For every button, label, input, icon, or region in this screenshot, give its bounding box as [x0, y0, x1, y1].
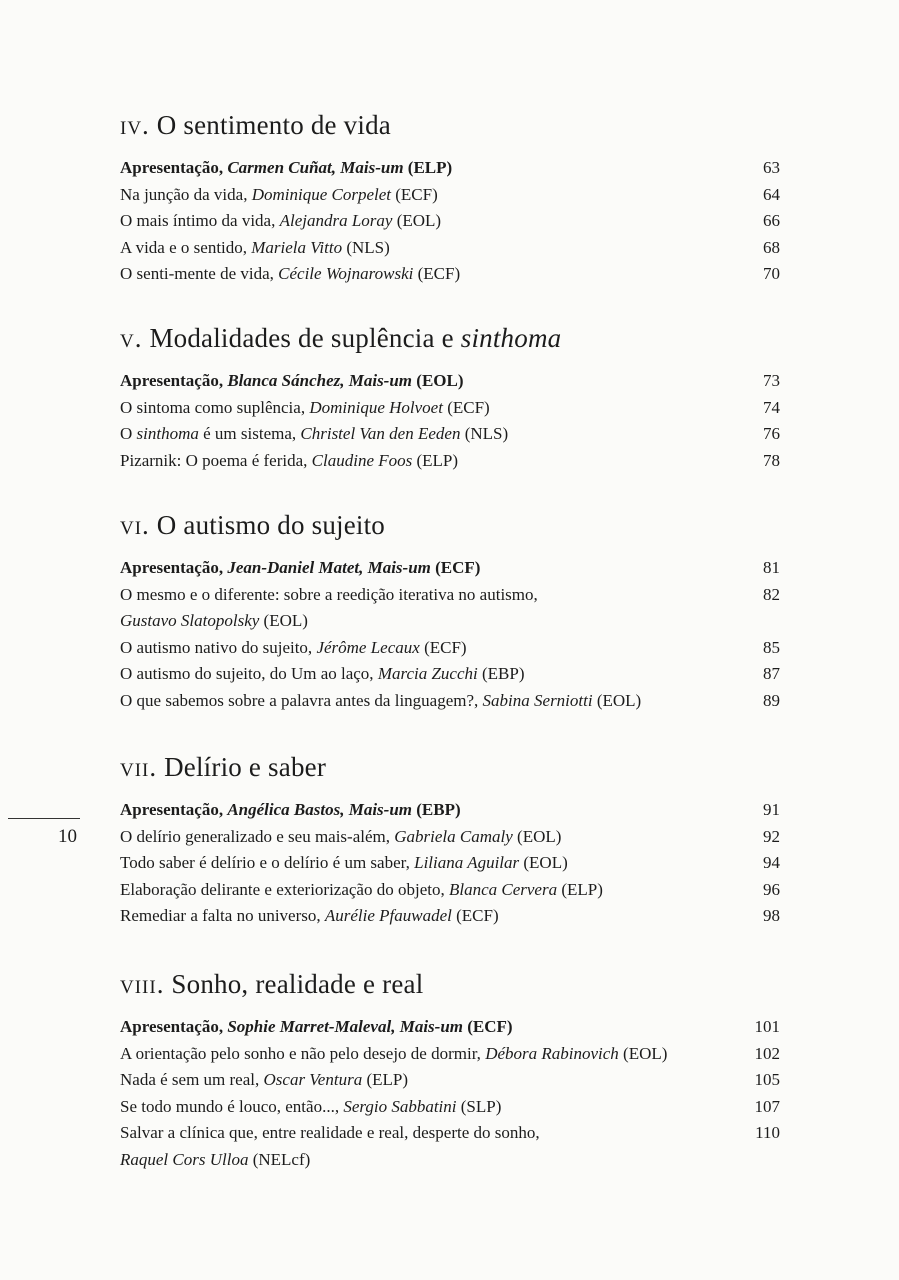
toc-section-viii: [120, 969, 780, 1173]
entry-author: Gabriela Camaly: [394, 826, 513, 846]
entry-page: 107: [754, 1096, 780, 1116]
toc-entry: [120, 182, 780, 209]
toc-entry: [120, 661, 780, 688]
toc-entry: [120, 1041, 780, 1068]
entry-title: Salvar a clínica que, entre realidade e real, desperte do sonho,: [120, 1123, 540, 1142]
entry-school: (ECF): [413, 264, 461, 283]
entry-author: Jérôme Lecaux: [316, 637, 420, 657]
entry-title: Elaboração delirante e exteriorização do objeto,: [120, 879, 449, 899]
entry-school: (EOL): [412, 371, 464, 390]
entry-school: (ECF): [430, 558, 481, 577]
entry-title: Se todo mundo é louco, então...,: [120, 1096, 344, 1116]
entry-school: (EOL): [392, 211, 442, 230]
toc-entry: [120, 1067, 780, 1094]
entry-author: Blanca Cervera: [448, 879, 558, 899]
entry-title: Remediar a falta no universo,: [120, 906, 325, 925]
entry-page: 94: [763, 853, 780, 872]
entry-page: 91: [763, 800, 780, 819]
entry-page: 76: [763, 424, 780, 443]
entry-page: 81: [763, 558, 780, 577]
toc-entry: [120, 368, 780, 395]
entry-page: 105: [754, 1070, 780, 1089]
toc-entry: [120, 877, 780, 904]
toc-entry: [120, 208, 780, 235]
entry-label: Apresentação,: [120, 1017, 228, 1036]
toc-entry: [120, 824, 780, 851]
section-title-text: O sentimento de vida: [156, 110, 391, 140]
entry-author: Claudine Foos: [311, 450, 413, 470]
toc-entry: [120, 235, 780, 262]
toc-entry: [120, 261, 780, 288]
entry-page: 87: [763, 664, 780, 683]
entry-school: (EBP): [412, 800, 461, 819]
entry-school: (EOL): [618, 1043, 668, 1063]
entry-title: O mesmo e o diferente: sobre a reedição iterativa no autismo,: [120, 584, 538, 604]
entry-page: 92: [763, 826, 780, 846]
toc-entry: [120, 1120, 780, 1173]
entry-school: (ELP): [412, 450, 459, 470]
entry-school: (NLS): [342, 237, 390, 257]
entry-title: Nada é sem um real,: [120, 1070, 264, 1089]
entry-author: Sophie Marret-Maleval, Mais-um: [227, 1017, 463, 1036]
toc-entry: [120, 635, 780, 662]
entry-page: 63: [763, 158, 780, 177]
entry-label: Apresentação,: [120, 371, 228, 390]
entry-author: Dominique Holvoet: [309, 397, 443, 417]
entry-school: (EOL): [592, 690, 642, 710]
entry-author: Dominique Corpelet: [251, 184, 391, 204]
entry-title: O senti-mente de vida,: [120, 264, 279, 283]
entry-page: 66: [763, 211, 780, 230]
entry-school: (ELP): [362, 1070, 408, 1089]
toc-entry: [120, 1094, 780, 1121]
entry-school: (EBP): [477, 664, 525, 683]
entry-school: (ELP): [403, 158, 453, 177]
section-title: [120, 323, 780, 354]
toc-entry: [120, 903, 780, 930]
toc-entry: [120, 797, 780, 824]
entry-page: 96: [763, 879, 780, 899]
entry-school: (ELP): [557, 879, 603, 899]
entry-school: (EOL): [512, 826, 562, 846]
entry-page: 78: [763, 450, 780, 470]
entry-page: 101: [754, 1017, 780, 1036]
entry-page: 89: [763, 690, 780, 710]
section-title: [120, 110, 780, 141]
entry-school: (ECF): [463, 1017, 513, 1036]
entry-title: Pizarnik: O poema é ferida,: [120, 450, 312, 470]
entry-title: O delírio generalizado e seu mais-além,: [120, 826, 395, 846]
toc-section-vii: [120, 752, 780, 930]
entry-page: 85: [763, 637, 780, 657]
toc-section-v: [120, 323, 780, 474]
entry-label: Apresentação,: [120, 558, 228, 577]
entry-page: 74: [763, 397, 780, 417]
entry-title-italic: sinthoma: [136, 424, 199, 443]
toc-entry: [120, 688, 780, 715]
entry-school: (ECF): [391, 184, 438, 204]
entry-title: O mais íntimo da vida,: [120, 211, 280, 230]
entry-title: O autismo do sujeito, do Um ao laço,: [120, 664, 378, 683]
entry-title: A vida e o sentido,: [120, 237, 252, 257]
entry-author: Jean-Daniel Matet, Mais-um: [227, 558, 431, 577]
entry-school: (EOL): [519, 853, 568, 872]
entry-author: Carmen Cuñat, Mais-um: [227, 158, 404, 177]
entry-author: Gustavo Slatopolsky: [120, 611, 260, 630]
entry-title: A orientação pelo sonho e não pelo desejo de dormir,: [120, 1043, 486, 1063]
entry-page: 68: [763, 237, 780, 257]
toc-entry: [120, 421, 780, 448]
entry-author: Sabina Serniotti: [482, 690, 593, 710]
entry-school: (ECF): [442, 397, 490, 417]
toc-entry: [120, 1014, 780, 1041]
entry-page: 70: [763, 264, 780, 283]
entry-title: O: [120, 424, 137, 443]
entry-title: O sintoma como suplência,: [120, 397, 310, 417]
entry-page: 110: [755, 1123, 780, 1142]
toc-entry: [120, 448, 780, 475]
entry-page: 73: [763, 371, 780, 390]
section-number: vii.: [120, 752, 158, 782]
section-title: [120, 969, 780, 1000]
entry-author: Débora Rabinovich: [485, 1043, 619, 1063]
entry-school: (ECF): [451, 906, 499, 925]
toc-section-vi: [120, 510, 780, 714]
entry-author: Blanca Sánchez, Mais-um: [227, 371, 413, 390]
entry-school: (NLS): [460, 424, 509, 443]
section-title-text: Sonho, realidade e real: [171, 969, 424, 999]
toc-entry: [120, 155, 780, 182]
entry-label: Apresentação,: [120, 158, 228, 177]
section-title-italic: sinthoma: [460, 323, 562, 353]
section-number: viii.: [120, 969, 165, 999]
entry-title-rest: é um sistema,: [198, 424, 301, 443]
entry-page: 82: [763, 584, 780, 604]
folio-rule: [8, 818, 80, 819]
entry-author: Christel Van den Eeden: [300, 424, 461, 443]
entry-school: (SLP): [456, 1096, 502, 1116]
toc-entry: [120, 555, 780, 582]
section-number: iv.: [120, 110, 150, 140]
entry-page: 98: [763, 906, 780, 925]
entry-author: Mariela Vitto: [251, 237, 343, 257]
section-title-text: O autismo do sujeito: [156, 510, 386, 540]
entry-author: Aurélie Pfauwadel: [324, 906, 452, 925]
entry-label: Apresentação,: [120, 800, 228, 819]
toc-entry: [120, 395, 780, 422]
page-number: 10: [58, 826, 77, 847]
section-title: [120, 752, 780, 783]
entry-author: Oscar Ventura: [263, 1070, 363, 1089]
entry-school: (NELcf): [248, 1149, 311, 1169]
entry-school: (ECF): [419, 637, 467, 657]
section-title-text: Delírio e saber: [164, 752, 327, 782]
entry-author: Marcia Zucchi: [377, 664, 478, 683]
toc-entry: [120, 582, 780, 635]
entry-author: Sergio Sabbatini: [343, 1096, 457, 1116]
entry-author: Alejandra Loray: [279, 211, 393, 230]
entry-school: (EOL): [259, 611, 308, 630]
entry-page: 102: [754, 1043, 780, 1063]
section-title: [120, 510, 780, 541]
entry-author: Cécile Wojnarowski: [278, 264, 414, 283]
toc-section-iv: [120, 110, 780, 288]
toc-entry: [120, 850, 780, 877]
entry-author: Liliana Aguilar: [414, 853, 520, 872]
section-title-text: Modalidades de suplência e: [149, 323, 461, 353]
entry-title: O que sabemos sobre a palavra antes da linguagem?,: [120, 690, 483, 710]
section-number: v.: [120, 323, 143, 353]
entry-title: Na junção da vida,: [120, 184, 252, 204]
entry-title: Todo saber é delírio e o delírio é um saber,: [120, 853, 415, 872]
entry-title: O autismo nativo do sujeito,: [120, 637, 317, 657]
section-number: vi.: [120, 510, 150, 540]
entry-page: 64: [763, 184, 780, 204]
entry-author: Raquel Cors Ulloa: [120, 1149, 249, 1169]
entry-author: Angélica Bastos, Mais-um: [227, 800, 413, 819]
